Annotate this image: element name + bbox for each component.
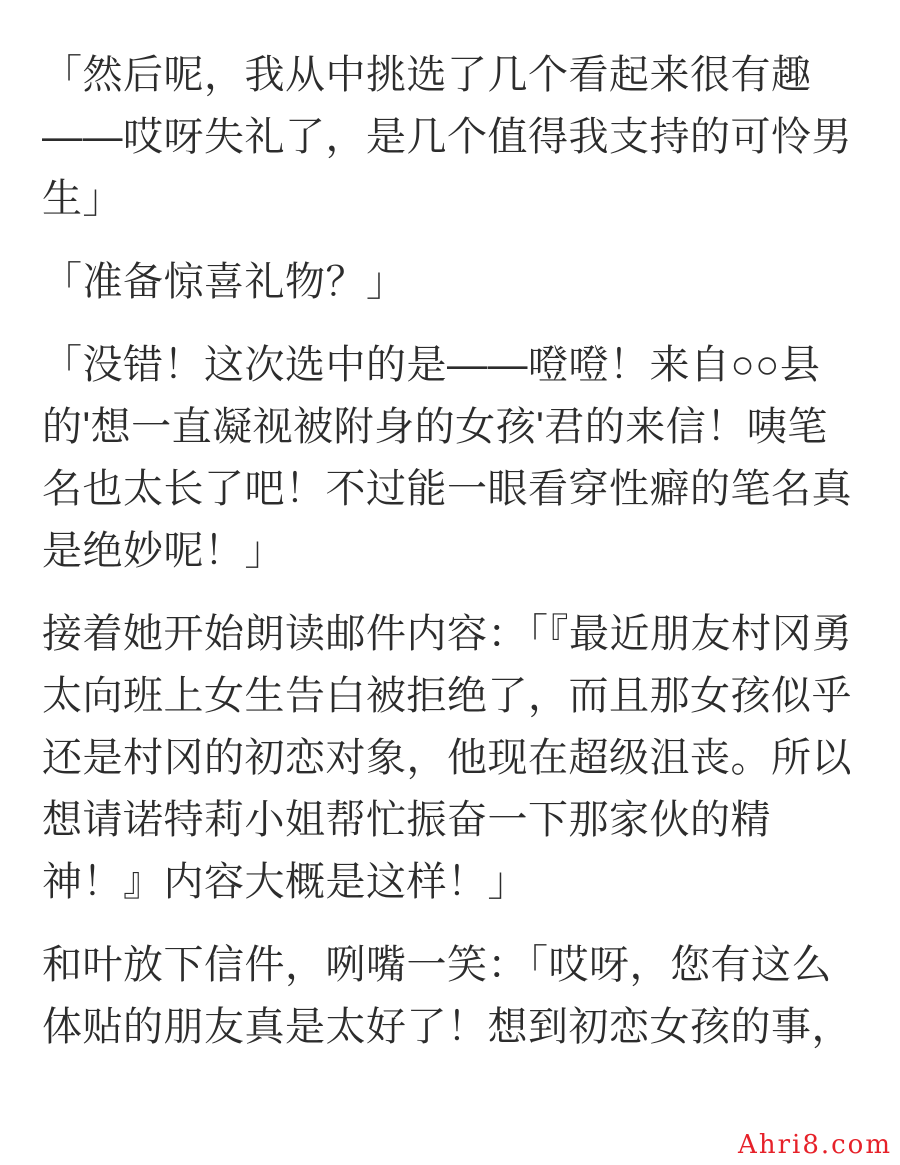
text-line: 太向班上女生告白被拒绝了，而且那女孩似乎 — [42, 674, 852, 718]
paragraph-1 — [42, 44, 858, 230]
paragraph-2 — [42, 251, 858, 313]
text-line: 「然后呢，我从中挑选了几个看起来很有趣 — [42, 53, 812, 97]
paragraph-4 — [42, 603, 858, 913]
text-line: 「没错！这次选中的是——噔噔！来自○○县 — [42, 343, 821, 387]
text-line: 是绝妙呢！」 — [42, 529, 285, 573]
text-line: 接着她开始朗读邮件内容：「『最近朋友村冈勇 — [42, 612, 853, 656]
text-line: ——哎呀失礼了，是几个值得我支持的可怜男 — [42, 115, 852, 159]
text-line: 的'想一直凝视被附身的女孩'君的来信！咦笔 — [42, 405, 828, 449]
text-line: 生」 — [42, 177, 123, 221]
text-line: 神！』内容大概是这样！」 — [42, 860, 528, 904]
text-line: 想请诺特莉小姐帮忙振奋一下那家伙的精 — [42, 798, 771, 842]
text-line: 还是村冈的初恋对象，他现在超级沮丧。所以 — [42, 736, 852, 780]
text-line: 和叶放下信件，咧嘴一笑：「哎呀，您有这么 — [42, 943, 832, 987]
paragraph-3 — [42, 334, 858, 582]
text-line: 名也太长了吧！不过能一眼看穿性癖的笔名真 — [42, 467, 852, 511]
text-line: 「准备惊喜礼物？」 — [42, 260, 407, 304]
site-watermark: Ahri8.com — [738, 1130, 892, 1160]
paragraph-5 — [42, 934, 858, 1058]
text-line: 体贴的朋友真是太好了！想到初恋女孩的事， — [42, 1005, 852, 1049]
